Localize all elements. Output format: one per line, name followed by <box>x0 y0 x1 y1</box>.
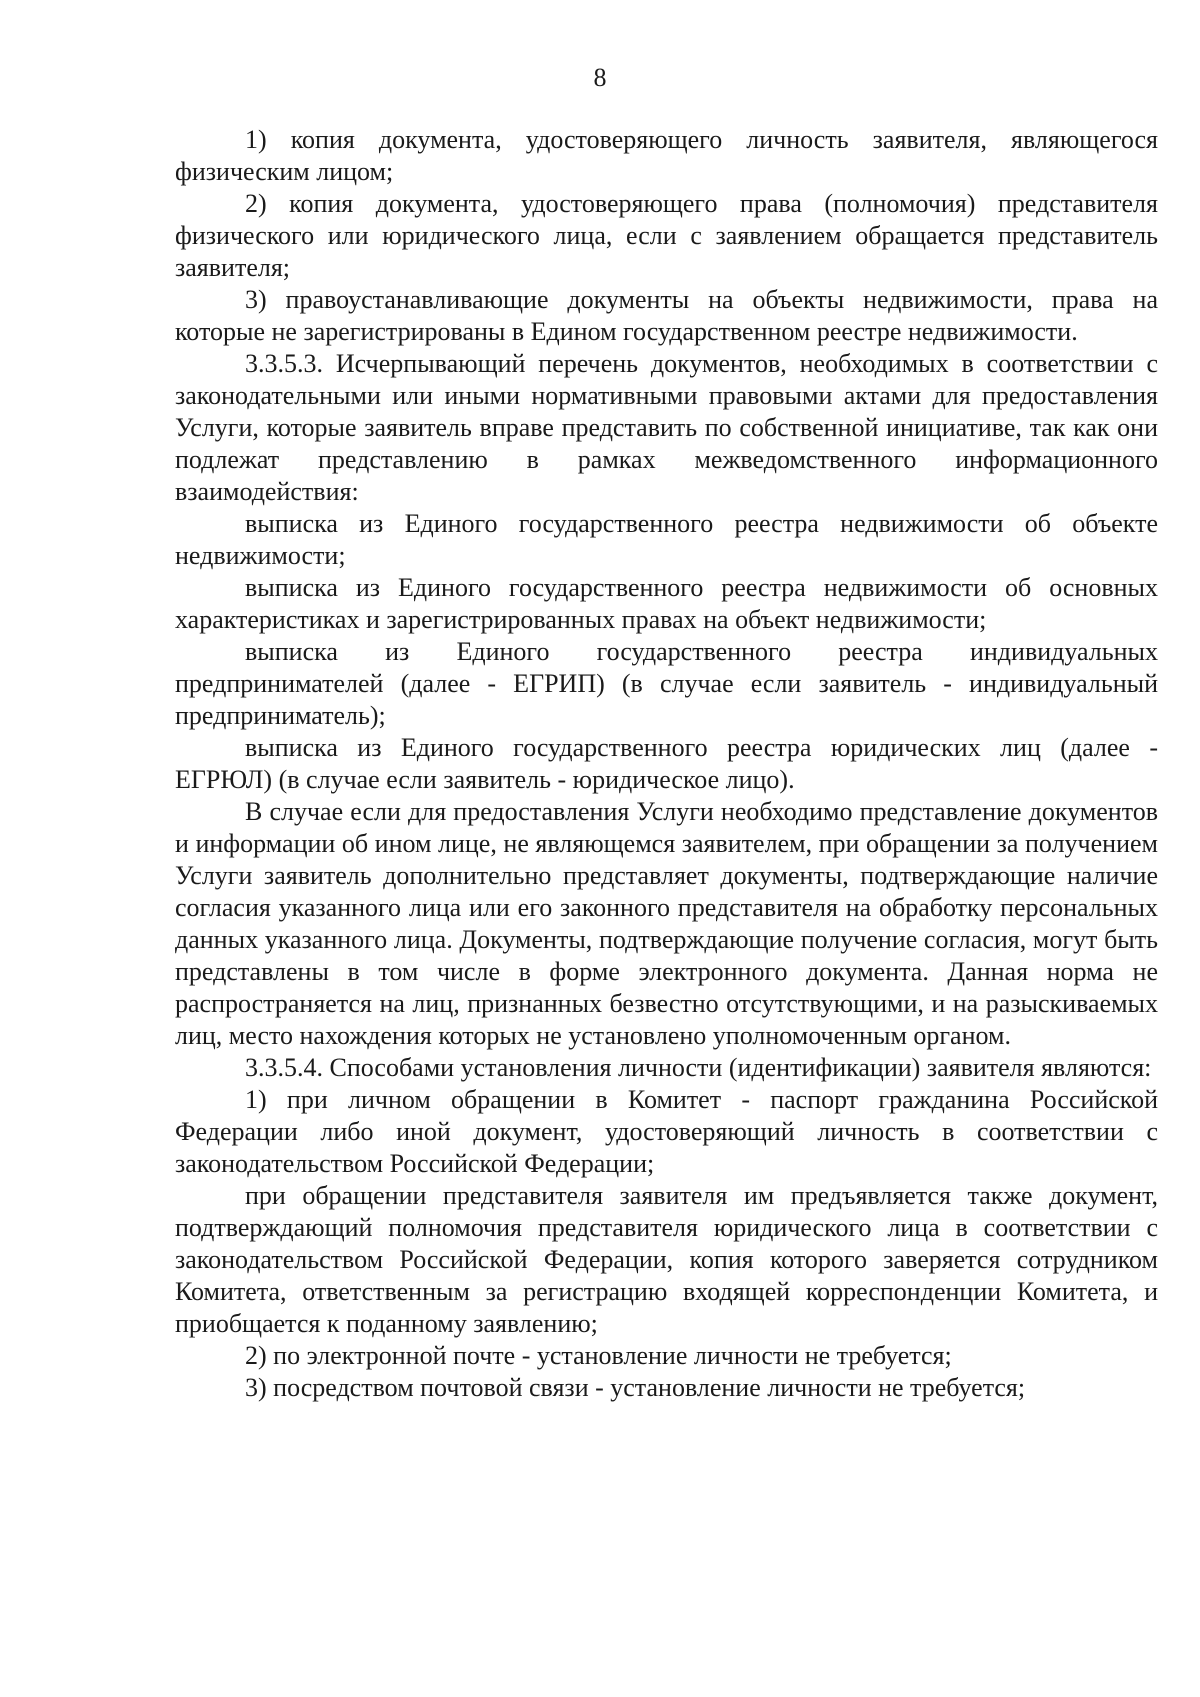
paragraph: 3.3.5.3. Исчерпывающий перечень документов, необходимых в соответствии с законодательными или иными нормативными правовыми актами для предоставления Услуги, которые заявитель вправе представить по собственной инициативе, так как они подлежат представлению в рамках межведомственного информационного взаимодействия: <box>175 349 1158 506</box>
paragraph: выписка из Единого государственного реестра индивидуальных предпринимателей (далее - ЕГРИП) (в случае если заявитель - индивидуальный предприниматель); <box>175 637 1158 730</box>
paragraph: 2) по электронной почте - установление личности не требуется; <box>245 1341 952 1370</box>
paragraph: выписка из Единого государственного реестра недвижимости об основных характеристиках и зарегистрированных правах на объект недвижимости; <box>175 573 1158 634</box>
paragraph: 1) при личном обращении в Комитет - паспорт гражданина Российской Федерации либо иной документ, удостоверяющий личность в соответствии с законодательством Российской Федерации; <box>175 1085 1158 1178</box>
paragraph: выписка из Единого государственного реестра юридических лиц (далее - ЕГРЮЛ) (в случае если заявитель - юридическое лицо). <box>175 733 1158 794</box>
paragraph: В случае если для предоставления Услуги необходимо представление документов и информации об ином лице, не являющемся заявителем, при обращении за получением Услуги заявитель дополнительно представляет документы, подтверждающие наличие согласия указанного лица или его законного представителя на обработку персональных данных указанного лица. Документы, подтверждающие получение согласия, могут быть представлены в том числе в форме электронного документа. Данная норма не распространяется на лиц, признанных безвестно отсутствующими, и на разыскиваемых лиц, место нахождения которых не установлено уполномоченным органом. <box>175 797 1158 1050</box>
paragraph: 3) посредством почтовой связи - установление личности не требуется; <box>245 1373 1026 1402</box>
paragraph: 1) копия документа, удостоверяющего личность заявителя, являющегося физическим лицом; <box>175 125 1158 186</box>
paragraph: 3.3.5.4. Способами установления личности (идентификации) заявителя являются: <box>245 1053 1152 1082</box>
document-body <box>175 124 1158 1404</box>
page-number: 8 <box>593 63 607 92</box>
paragraph: 2) копия документа, удостоверяющего права (полномочия) представителя физического или юридического лица, если с заявлением обращается представитель заявителя; <box>175 189 1158 282</box>
paragraph: выписка из Единого государственного реестра недвижимости об объекте недвижимости; <box>175 509 1158 570</box>
paragraph: 3) правоустанавливающие документы на объекты недвижимости, права на которые не зарегистрированы в Едином государственном реестре недвижимости. <box>175 285 1158 346</box>
paragraph: при обращении представителя заявителя им предъявляется также документ, подтверждающий полномочия представителя юридического лица в соответствии с законодательством Российской Федерации, копия которого заверяется сотрудником Комитета, ответственным за регистрацию входящей корреспонденции Комитета, и приобщается к поданному заявлению; <box>175 1181 1158 1338</box>
